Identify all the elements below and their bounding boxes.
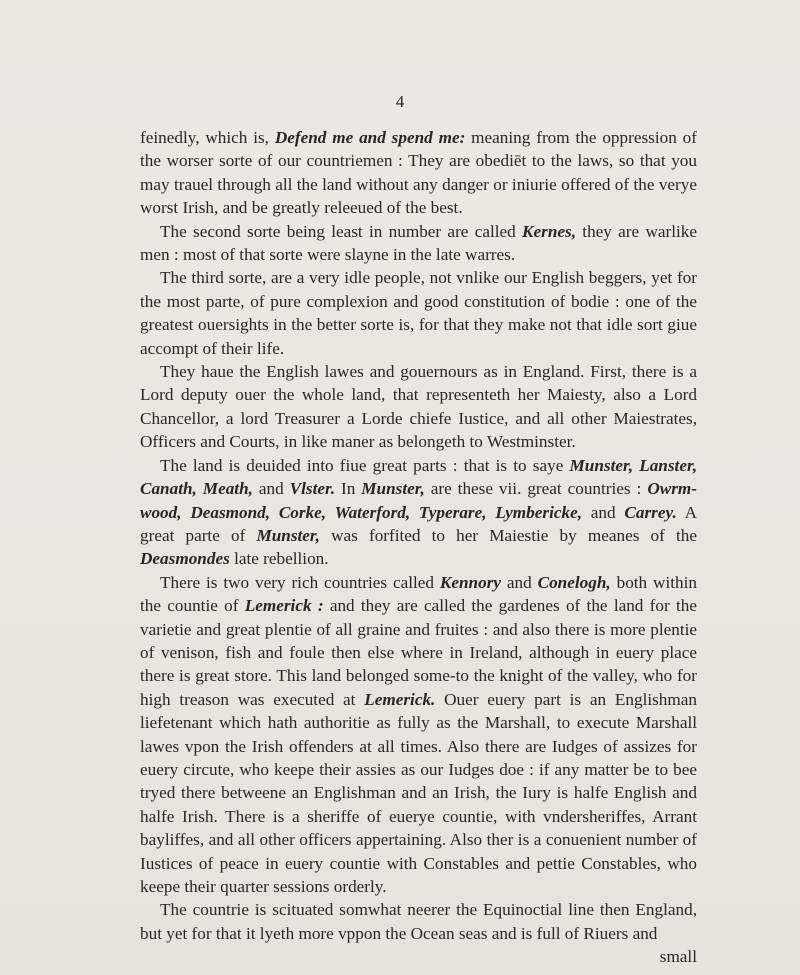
text-run: and xyxy=(582,502,625,522)
text-run: In xyxy=(335,479,362,499)
italic-name: Kernes, xyxy=(522,221,576,241)
italic-name: Conelogh, xyxy=(537,572,611,592)
text-run: The third sorte, are a very idle people, not vnlike our English beggers, yet for the most parte, of pure complexion and good constitution of bodie : one of the greatest ouersights in the better sorte is, for that they make not that idle sort giue accompt of their life. xyxy=(140,268,697,358)
italic-name: Deasmondes xyxy=(140,549,230,569)
text-run: The second sorte being least in number are called xyxy=(160,221,523,241)
text-run: The land is deuided into fiue great parts : that is to saye xyxy=(160,455,570,475)
text-run: and xyxy=(252,479,290,499)
paragraph xyxy=(140,126,697,220)
text-run: was forfited to her Maiestie by meanes of the xyxy=(319,525,697,545)
italic-name: Carrey. xyxy=(624,502,677,522)
text-run: The countrie is scituated somwhat neerer the Equinoctial line then England, but yet for that it lyeth more vppon the Ocean seas and is full of Riuers and xyxy=(140,900,697,943)
italic-name: Owrm-wood, Deasmond, Corke, Waterford, Typerare, Lymbericke, xyxy=(140,479,697,522)
page-number: 4 xyxy=(395,92,405,111)
paragraph xyxy=(140,266,697,360)
italic-name: Kennory xyxy=(439,572,502,592)
text-run: They haue the English lawes and gouernours as in England. First, there is a Lord deputy ouer the whole land, that representeth her Maiesty, also a Lord Chancellor, a lord Treasurer a Lorde chiefe Iustice, and all other Maiestrates, Officers and Courts, in like maner as belongeth to Westminster. xyxy=(140,362,697,452)
text-run: There is two very rich countries called xyxy=(160,572,440,592)
text-run: meaning from the oppression of the worser sorte of our countriemen : They are obediēt to the laws, so that you may trauel through all the land without any danger or iniurie offered of the verye worst Irish, and be greatly releeued of the best. xyxy=(140,128,697,218)
catchword: small xyxy=(659,947,697,967)
text-run: and xyxy=(501,572,538,592)
text-run: they are warlike men : most of that sorte were slayne in the late warres. xyxy=(140,221,697,265)
paragraph xyxy=(140,454,697,571)
paragraph xyxy=(140,571,697,899)
italic-name: Lemerick : xyxy=(244,596,324,616)
italic-name: Lemerick. xyxy=(364,689,436,709)
text-run: and they are called the gardenes of the land for the varietie and great plentie of all graine and fruites : and also there is more plentie of venison, fish and foule then else where in Ireland, although in euery place there is great store. This land belonged some-to the knight of the valley, who for high treason was executed at xyxy=(140,596,697,709)
italic-name: Munster, xyxy=(256,525,320,545)
italic-name: Vlster. xyxy=(289,479,336,499)
paragraph xyxy=(140,898,697,945)
text-run: both within the countie of xyxy=(140,572,697,616)
text-run: feinedly, which is, xyxy=(140,128,275,147)
paragraph xyxy=(140,360,697,454)
text-run: Ouer euery part is an Englishman liefetenant which hath authoritie as fully as the Marshall, to execute Marshall lawes vpon the Irish offenders at all times. Also there are Iudges of assizes for euery circute, who keepe their assies as our Iudges doe : if any matter be to bee tryed there betweene an Englishman and an Irish, the Iury is halfe English and halfe Irish. There is a sheriffe of euerye countie, with vndersheriffes, Arrant bayliffes, and all other officers appertaining. Also ther is a conuenient number of Iustices of peace in euery countie with Constables and pettie Constables, who keepe their quarter sessions orderly. xyxy=(140,689,697,896)
text-run: late rebellion. xyxy=(229,549,329,569)
text-run: A great parte of xyxy=(140,502,697,545)
paragraph xyxy=(140,220,697,267)
body-text xyxy=(140,126,697,969)
italic-name: Munster, xyxy=(361,479,425,499)
text-run: are these vii. great countries : xyxy=(424,479,648,499)
italic-name: Defend me and spend me: xyxy=(274,128,466,147)
italic-name: Munster, Lanster, Canath, Meath, xyxy=(140,455,697,499)
